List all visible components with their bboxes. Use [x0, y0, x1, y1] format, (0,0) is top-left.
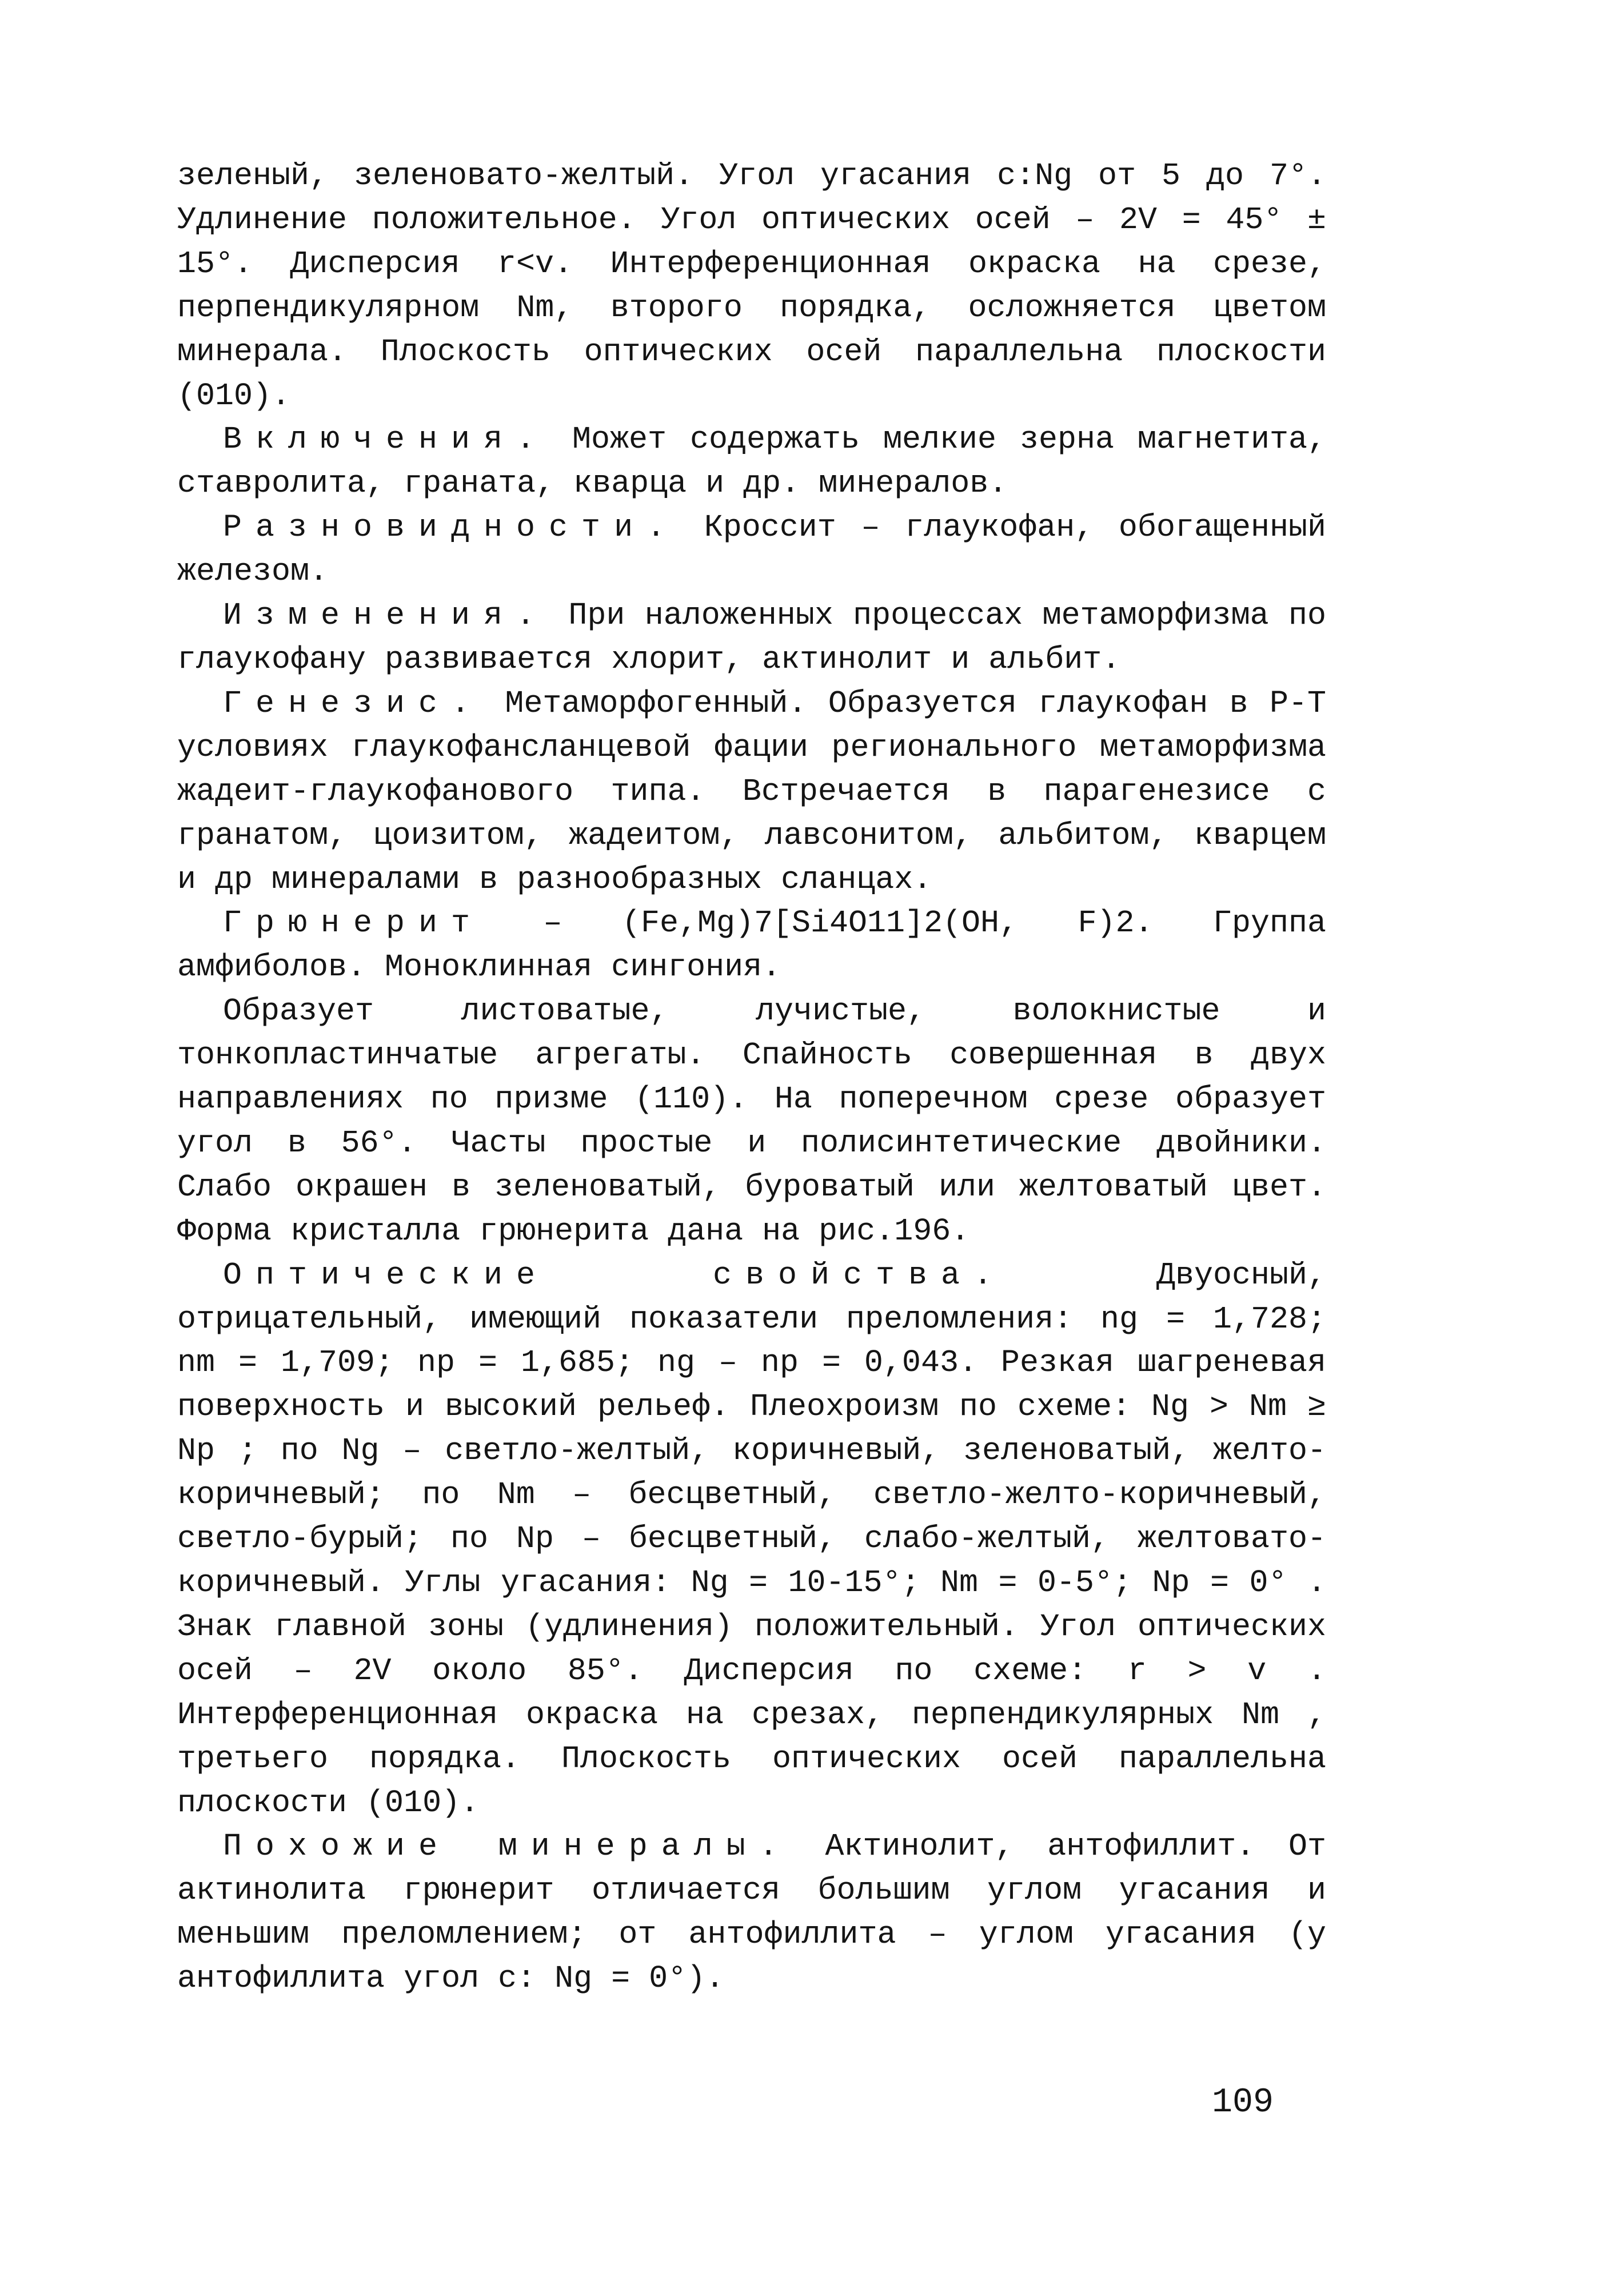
paragraph-inclusions: [177, 418, 1326, 506]
paragraph-varieties: [177, 506, 1326, 594]
paragraph-body: Кроссит – глаукофан, обогащенный железом.: [177, 509, 1326, 590]
paragraph-body: Двуосный, отрицательный, имеющий показатели преломления: ng = 1,728; nm = 1,709; np = 1,685; ng – np = 0,043. Резкая шагреневая поверхность и высокий рельеф. Плеохроизм по схеме: Ng > Nm ≥ Np ; по Ng – светло-желтый, коричневый, зеленоватый, желто-коричневый; по Nm – бесцветный, светло-желто-коричневый, светло-бурый; по Np – бесцветный, слабо-желтый, желтовато-коричневый. Углы угасания: Ng = 10-15°; Nm = 0-5°; Np = 0° . Знак главной зоны (удлинения) положительный. Угол оптических осей – 2V около 85°. Дисперсия по схеме: r > v . Интерференционная окраска на срезах, перпендикулярных Nm , третьего порядка. Плоскость оптических осей параллельна плоскости (010).: [177, 1257, 1326, 1821]
text-block: [177, 154, 1326, 2001]
paragraph-similar-minerals: [177, 1825, 1326, 2001]
paragraph-lead: Изменения.: [223, 597, 549, 634]
paragraph-body: Образует листоватые, лучистые, волокнистые и тонкопластинчатые агрегаты. Спайность совершенная в двух направлениях по призме (110). На поперечном срезе образует угол в 56°. Часты простые и полисинтетические двойники. Слабо окрашен в зеленоватый, буроватый или желтоватый цвет. Форма кристалла грюнерита дана на рис.196.: [177, 993, 1326, 1249]
paragraph-grunerite-morphology: [177, 990, 1326, 1253]
paragraph-grunerite-heading: [177, 902, 1326, 990]
paragraph-body: Может содержать мелкие зерна магнетита, ставролита, граната, кварца и др. минералов.: [177, 421, 1326, 502]
paragraph-body: – (Fe,Mg)7[Si4O11]2(OH, F)2. Группа амфиболов. Моноклинная сингония.: [177, 905, 1326, 986]
paragraph-lead: Оптические свойства.: [223, 1257, 1007, 1293]
page-number: 109: [1212, 2083, 1274, 2122]
paragraph-body: Актинолит, антофиллит. От актинолита грюнерит отличается большим углом угасания и меньшим преломлением; от антофиллита – углом угасания (у антофиллита угол c: Ng = 0°).: [177, 1828, 1327, 1997]
paragraph-lead: Разновидности.: [223, 509, 680, 546]
paragraph-lead: Похожие минералы.: [223, 1828, 792, 1865]
paragraph-lead: Грюнерит: [223, 905, 484, 942]
paragraph-optical-properties: [177, 1254, 1326, 1825]
paragraph-lead: Включения.: [223, 421, 549, 458]
paragraph-lead: Генезис.: [223, 685, 484, 722]
paragraph-body: зеленый, зеленовато-желтый. Угол угасания c:Ng от 5 до 7°. Удлинение положительное. Угол оптических осей – 2V = 45° ± 15°. Дисперсия r<v. Интерференционная окраска на срезе, перпендикулярном Nm, второго порядка, осложняется цветом минерала. Плоскость оптических осей параллельна плоскости (010).: [177, 158, 1326, 414]
paragraph-optics-continued: [177, 154, 1326, 418]
paragraph-genesis: [177, 682, 1326, 902]
paragraph-body: Метаморфогенный. Образуется глаукофан в Р-Т условиях глаукофансланцевой фации регионального метаморфизма жадеит-глаукофанового типа. Встречается в парагенезисе с гранатом, цоизитом, жадеитом, лавсонитом, альбитом, кварцем и др минералами в разнообразных сланцах.: [177, 685, 1326, 898]
paragraph-alterations: [177, 594, 1326, 682]
paragraph-body: При наложенных процессах метаморфизма по глаукофану развивается хлорит, актинолит и альбит.: [177, 597, 1326, 677]
